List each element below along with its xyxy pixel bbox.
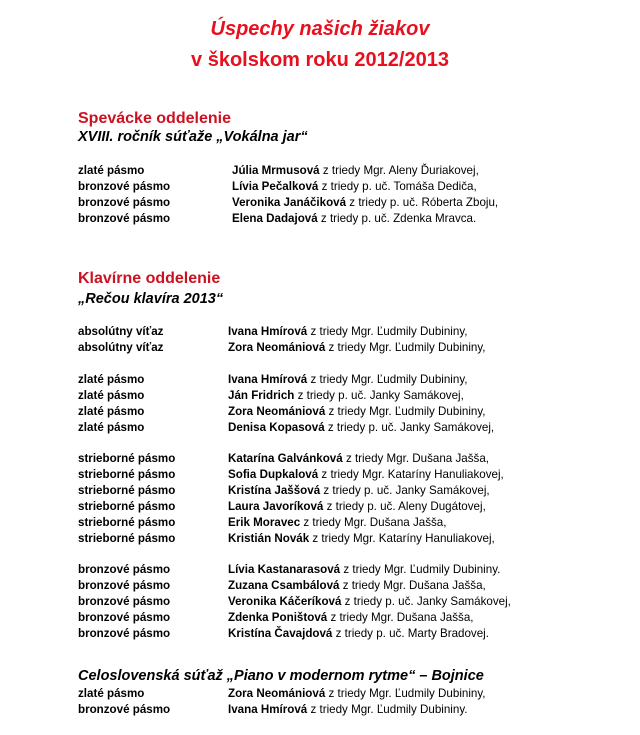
result-row [78, 686, 638, 702]
student-name: Ivana Hmírová [228, 373, 308, 386]
student-info [228, 686, 486, 702]
award-level: strieborné pásmo [78, 516, 176, 529]
student-info [228, 372, 468, 388]
student-name: Zdenka Poništová [228, 611, 328, 624]
teacher-info: z triedy p. uč. Zdenka Mravca. [317, 212, 477, 225]
student-info [228, 562, 500, 578]
student-name: Zora Neomániová [228, 405, 326, 418]
student-info [228, 388, 464, 404]
award-level: strieborné pásmo [78, 468, 176, 481]
student-info [228, 594, 511, 610]
teacher-info: z triedy Mgr. Dušana Jašša, [342, 452, 489, 465]
student-name: Erik Moravec [228, 516, 301, 529]
result-row [78, 195, 638, 211]
result-row [78, 451, 638, 467]
teacher-info: z triedy Mgr. Ľudmily Dubininy, [325, 405, 486, 418]
student-name: Lívia Kastanarasová [228, 563, 341, 576]
student-name: Kristián Novák [228, 532, 310, 545]
teacher-info: z triedy Mgr. Ľudmily Dubininy. [307, 703, 468, 716]
award-level: bronzové pásmo [78, 627, 171, 640]
award-level: zlaté pásmo [78, 164, 145, 177]
student-name: Ivana Hmírová [228, 703, 308, 716]
award-level: strieborné pásmo [78, 452, 176, 465]
student-name: Veronika Káčeríková [228, 595, 342, 608]
award-level: strieborné pásmo [78, 484, 176, 497]
teacher-info: z triedy Mgr. Dušana Jašša, [327, 611, 474, 624]
student-name: Denisa Kopasová [228, 421, 325, 434]
result-row [78, 340, 638, 356]
teacher-info: z triedy p. uč. Janky Samákovej, [324, 421, 495, 434]
student-info [228, 467, 504, 483]
result-row [78, 626, 638, 642]
teacher-info: z triedy Mgr. Dušana Jašša, [339, 579, 486, 592]
teacher-info: z triedy Mgr. Ľudmily Dubininy, [307, 325, 468, 338]
teacher-info: z triedy Mgr. Dušana Jašša, [300, 516, 447, 529]
teacher-info: z triedy Mgr. Kataríny Hanuliakovej, [318, 468, 504, 481]
result-row [78, 562, 638, 578]
award-level: zlaté pásmo [78, 687, 145, 700]
teacher-info: z triedy Mgr. Ľudmily Dubininy. [340, 563, 501, 576]
result-row [78, 324, 638, 340]
award-level: zlaté pásmo [78, 405, 145, 418]
teacher-info: z triedy p. uč. Janky Samákovej, [341, 595, 511, 608]
result-row [78, 483, 638, 499]
award-level: zlaté pásmo [78, 373, 145, 386]
student-name: Laura Javoríková [228, 500, 324, 513]
student-name: Katarína Galvánková [228, 452, 343, 465]
student-name: Zuzana Csambálová [228, 579, 340, 592]
result-row [78, 388, 638, 404]
section-heading-spevacke: Spevácke oddelenie [78, 110, 231, 127]
teacher-info: z triedy p. uč. Janky Samákovej, [320, 484, 490, 497]
student-name: Ján Fridrich [228, 389, 295, 402]
result-row [78, 467, 638, 483]
award-level: strieborné pásmo [78, 500, 176, 513]
student-info [228, 340, 486, 356]
teacher-info: z triedy p. uč. Tomáša Dediča, [318, 180, 477, 193]
student-info [232, 179, 477, 195]
student-name: Elena Dadajová [232, 212, 318, 225]
award-level: bronzové pásmo [78, 563, 171, 576]
award-level: zlaté pásmo [78, 389, 145, 402]
result-row [78, 531, 638, 547]
award-level: bronzové pásmo [78, 212, 171, 225]
section-subtitle-vokalna-jar: XVIII. ročník súťaže „Vokálna jar“ [78, 129, 308, 145]
document-subtitle: v školskom roku 2012/2013 [191, 49, 449, 71]
teacher-info: z triedy Mgr. Kataríny Hanuliakovej, [309, 532, 495, 545]
student-info [232, 211, 476, 227]
section-heading-klavirne: Klavírne oddelenie [78, 270, 221, 287]
result-row [78, 372, 638, 388]
award-level: bronzové pásmo [78, 611, 171, 624]
student-info [228, 404, 486, 420]
student-name: Ivana Hmírová [228, 325, 308, 338]
award-level: bronzové pásmo [78, 595, 171, 608]
award-level: zlaté pásmo [78, 421, 145, 434]
student-name: Kristína Jaššová [228, 484, 321, 497]
student-info [228, 702, 468, 718]
result-row [78, 594, 638, 610]
award-level: bronzové pásmo [78, 579, 171, 592]
student-info [228, 610, 474, 626]
student-info [228, 626, 489, 642]
student-info [228, 420, 494, 436]
student-name: Kristína Čavajdová [228, 627, 333, 640]
student-name: Zora Neomániová [228, 687, 326, 700]
student-info [228, 515, 446, 531]
teacher-info: z triedy Mgr. Aleny Ďuriakovej, [319, 164, 479, 177]
result-row [78, 404, 638, 420]
award-level: absolútny víťaz [78, 325, 164, 338]
result-row [78, 702, 638, 718]
student-name: Júlia Mrmusová [232, 164, 320, 177]
teacher-info: z triedy Mgr. Ľudmily Dubininy, [325, 341, 486, 354]
student-info [228, 578, 486, 594]
result-row [78, 515, 638, 531]
award-level: absolútny víťaz [78, 341, 164, 354]
teacher-info: z triedy p. uč. Janky Samákovej, [294, 389, 464, 402]
student-name: Veronika Janáčiková [232, 196, 347, 209]
student-name: Zora Neomániová [228, 341, 326, 354]
document-title: Úspechy našich žiakov [210, 18, 430, 40]
student-info [228, 499, 486, 515]
teacher-info: z triedy Mgr. Ľudmily Dubininy, [325, 687, 486, 700]
result-row [78, 211, 638, 227]
student-info [228, 531, 495, 547]
student-info [232, 163, 479, 179]
result-row [78, 610, 638, 626]
teacher-info: z triedy p. uč. Róberta Zboju, [346, 196, 499, 209]
student-info [228, 483, 490, 499]
section-subtitle-recou-klavira: „Rečou klavíra 2013“ [78, 291, 224, 307]
teacher-info: z triedy p. uč. Aleny Dugátovej, [323, 500, 486, 513]
result-row [78, 179, 638, 195]
teacher-info: z triedy p. uč. Marty Bradovej. [332, 627, 489, 640]
result-row [78, 163, 638, 179]
student-info [232, 195, 498, 211]
result-row [78, 420, 638, 436]
student-name: Lívia Pečalková [232, 180, 319, 193]
award-level: strieborné pásmo [78, 532, 176, 545]
teacher-info: z triedy Mgr. Ľudmily Dubininy, [307, 373, 468, 386]
award-level: bronzové pásmo [78, 703, 171, 716]
student-info [228, 324, 468, 340]
student-name: Sofia Dupkalová [228, 468, 319, 481]
result-row [78, 499, 638, 515]
award-level: bronzové pásmo [78, 180, 171, 193]
result-row [78, 578, 638, 594]
student-info [228, 451, 489, 467]
award-level: bronzové pásmo [78, 196, 171, 209]
section-subtitle-piano-moderny-rytmus: Celoslovenská súťaž „Piano v modernom rytme“ – Bojnice [78, 668, 484, 684]
